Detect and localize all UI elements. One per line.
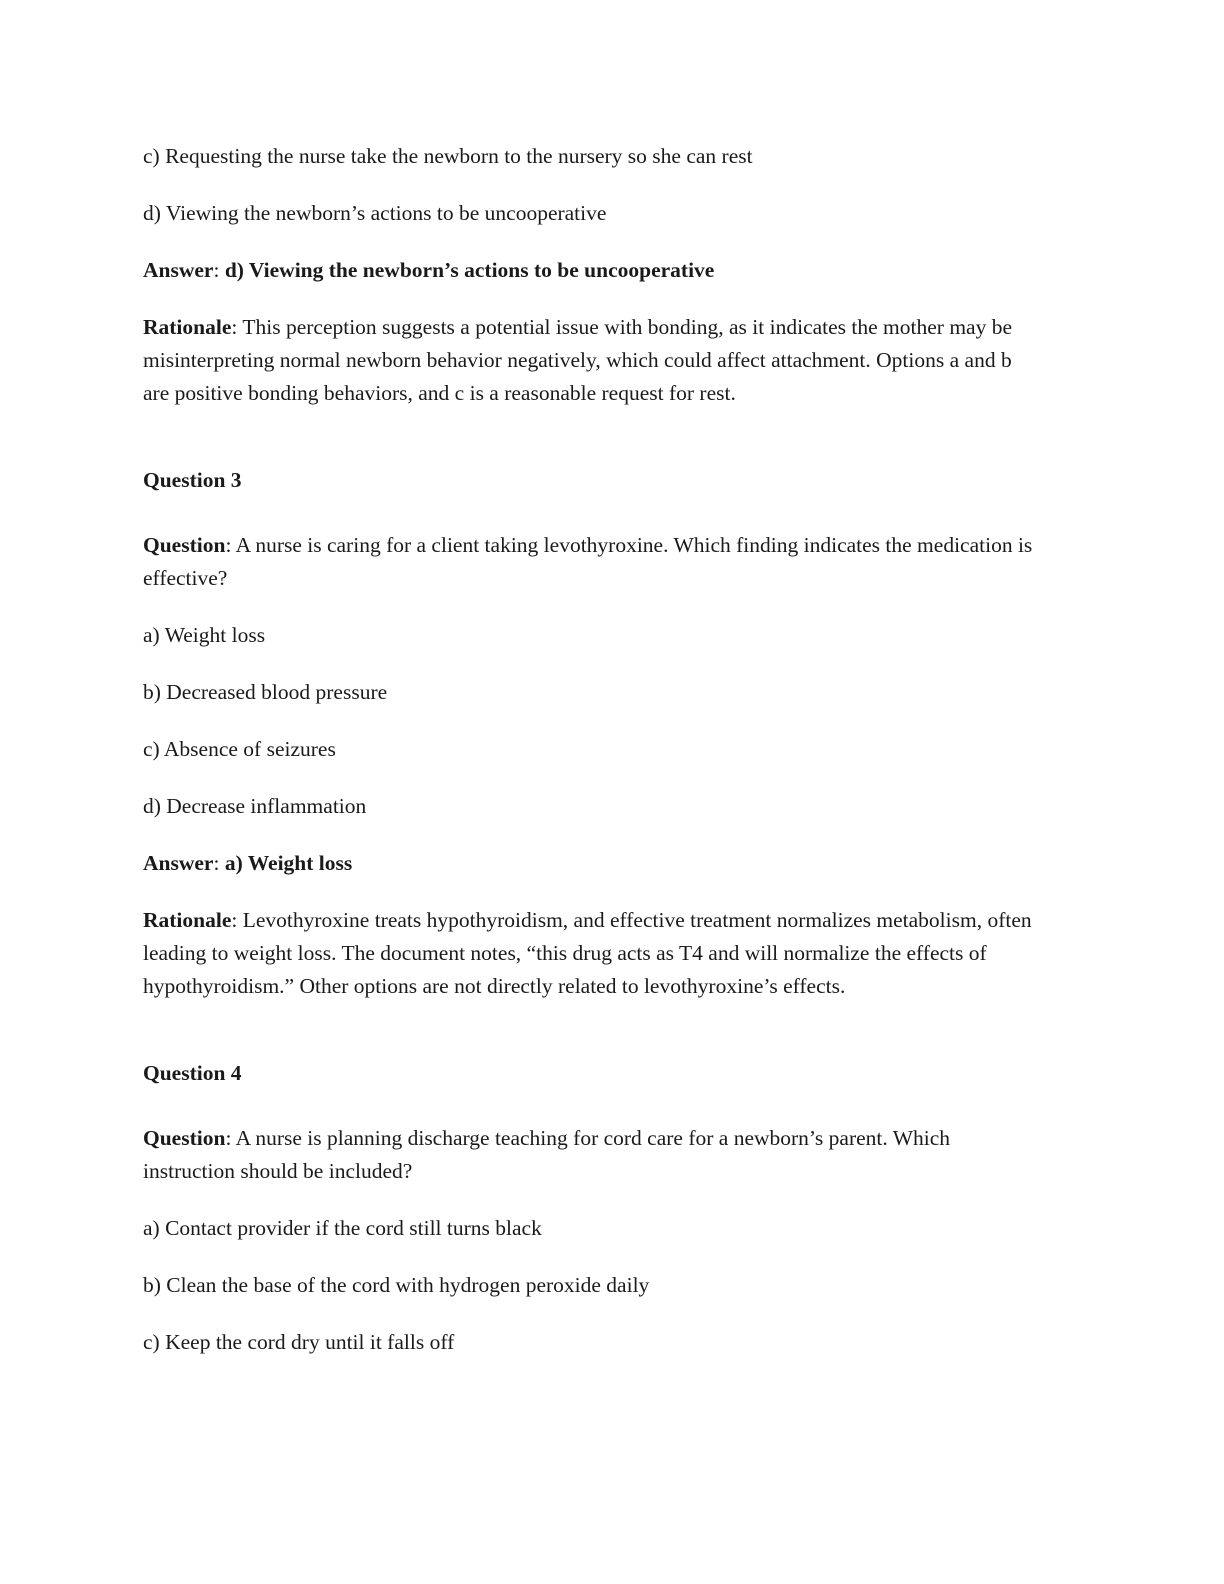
answer-line: Answer: d) Viewing the newborn’s actions to be uncooperative [143,258,715,282]
question-4-stem [143,1122,1043,1188]
option-c: c) Requesting the nurse take the newborn to the nursery so she can rest [143,144,753,168]
answer-label: Answer [143,851,214,875]
rationale-text: : This perception suggests a potential issue with bonding, as it indicates the mother may be misinterpreting normal newborn behavior negatively, which could affect attachment. Options a and b are positive bonding behaviors, and c is a reasonable request for rest. [143,315,1013,405]
question-3-heading: Question 3 [143,468,242,492]
option-d: d) Decrease inflammation [143,794,367,818]
rationale-paragraph [143,904,1043,1003]
answer-value: a) Weight loss [224,851,353,875]
question-text: : A nurse is caring for a client taking levothyroxine. Which finding indicates the medication is effective? [143,533,1033,590]
question-text: : A nurse is planning discharge teaching for cord care for a newborn’s parent. Which instruction should be included? [143,1126,951,1183]
option-d: d) Viewing the newborn’s actions to be uncooperative [143,201,607,225]
rationale-label: Rationale [143,908,232,932]
question-label: Question [143,533,226,557]
rationale-paragraph [143,311,1043,410]
answer-label: Answer [143,258,214,282]
option-b: b) Decreased blood pressure [143,680,388,704]
option-c: c) Absence of seizures [143,737,336,761]
question-label: Question [143,1126,226,1150]
option-a: a) Contact provider if the cord still turns black [143,1216,542,1240]
answer-line: Answer: a) Weight loss [143,851,353,875]
question-3-stem [143,529,1043,595]
rationale-text: : Levothyroxine treats hypothyroidism, and effective treatment normalizes metabolism, often leading to weight loss. The document notes, “this drug acts as T4 and will normalize the effects of hypothyroidism.” Other options are not directly related to levothyroxine’s effects. [143,908,1032,998]
question-4-heading: Question 4 [143,1061,242,1085]
option-a: a) Weight loss [143,623,266,647]
option-c: c) Keep the cord dry until it falls off [143,1330,455,1354]
document-page [143,140,1043,1383]
answer-value: d) Viewing the newborn’s actions to be uncooperative [224,258,715,282]
rationale-label: Rationale [143,315,232,339]
option-b: b) Clean the base of the cord with hydrogen peroxide daily [143,1273,650,1297]
